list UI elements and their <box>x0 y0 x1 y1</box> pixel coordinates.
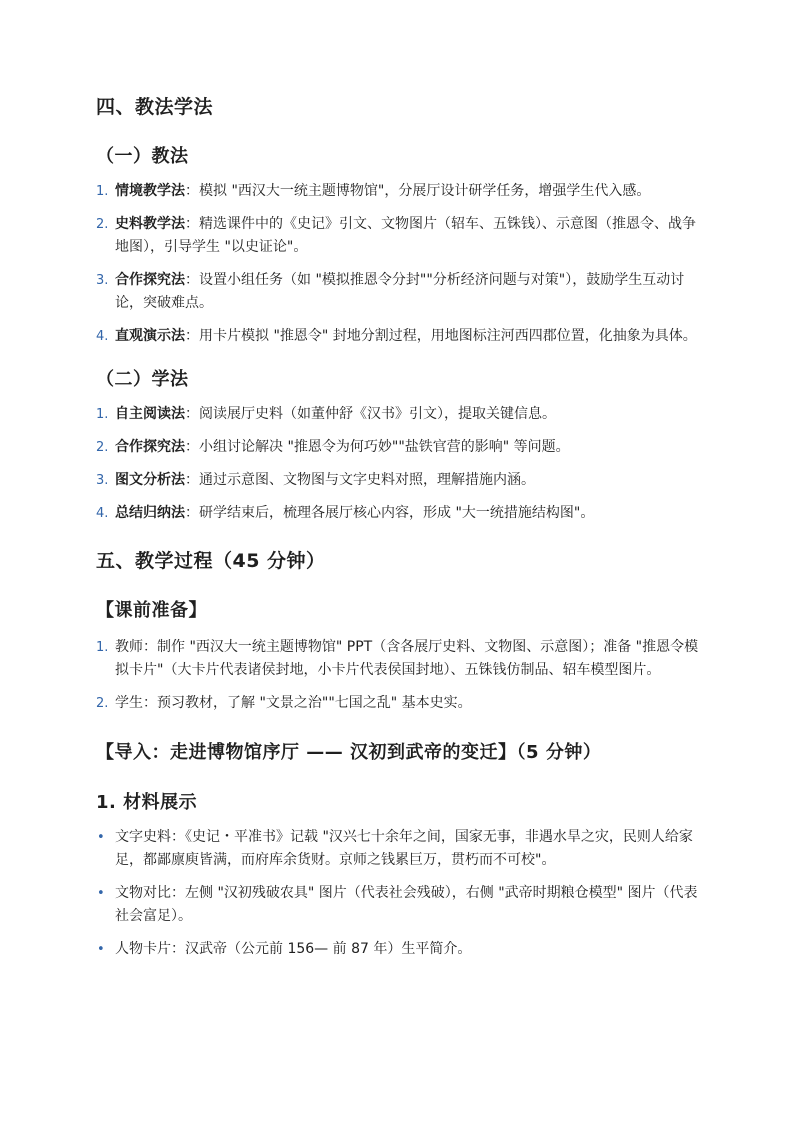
method-description: ：设置小组任务（如 "模拟推恩令分封""分析经济问题与对策"），鼓励学生互动讨论，突破难点。 <box>115 272 685 311</box>
list-item <box>96 882 706 928</box>
list-number: 1. <box>96 184 109 199</box>
introduction-heading: 【导入：走进博物馆序厅 —— 汉初到武帝的变迁】（5 分钟） <box>96 742 602 763</box>
list-number: 3. <box>96 273 109 288</box>
list-item <box>96 502 706 525</box>
item-text: 文字史料：《史记・平准书》记载 "汉兴七十余年之间，国家无事，非遇水旱之灾，民则人给家足，都鄙廪庾皆满，而府库余货财。京师之钱累巨万，贯朽而不可校"。 <box>115 829 693 868</box>
list-number: 2. <box>96 440 109 455</box>
list-number: 2. <box>96 217 109 232</box>
teaching-methods-list <box>96 180 706 348</box>
list-item <box>96 938 706 961</box>
list-number: 4. <box>96 329 109 344</box>
preparation-heading: 【课前准备】 <box>96 600 207 621</box>
bullet: • <box>97 886 105 901</box>
method-description: ：用卡片模拟 "推恩令" 封地分割过程，用地图标注河西四郡位置，化抽象为具体。 <box>185 328 697 344</box>
method-description: ：模拟 "西汉大一统主题博物馆"，分展厅设计研学任务，增强学生代入感。 <box>185 183 651 199</box>
method-term: 总结归纳法 <box>115 505 185 521</box>
bullet: • <box>97 830 105 845</box>
list-item <box>96 403 706 426</box>
item-text: 文物对比：左侧 "汉初残破农具" 图片（代表社会残破），右侧 "武帝时期粮仓模型" 图片（代表社会富足）。 <box>115 885 698 924</box>
list-number: 1. <box>96 640 109 655</box>
method-description: ：阅读展厅史料（如董仲舒《汉书》引文），提取关键信息。 <box>185 406 556 422</box>
item-text: 学生：预习教材，了解 "文景之治""七国之乱" 基本史实。 <box>115 695 472 711</box>
method-description: ：通过示意图、文物图与文字史料对照，理解措施内涵。 <box>185 472 535 488</box>
method-description: ：小组讨论解决 "推恩令为何巧妙""盐铁官营的影响" 等问题。 <box>185 439 570 455</box>
list-item <box>96 692 706 715</box>
list-number: 2. <box>96 696 109 711</box>
learning-methods-heading: （二）学法 <box>96 369 189 390</box>
list-number: 1. <box>96 407 109 422</box>
method-term: 直观演示法 <box>115 328 185 344</box>
method-description: ：研学结束后，梳理各展厅核心内容，形成 "大一统措施结构图"。 <box>185 505 595 521</box>
material-list <box>96 826 706 961</box>
method-term: 合作探究法 <box>115 439 185 455</box>
list-number: 4. <box>96 506 109 521</box>
bullet: • <box>97 942 105 957</box>
preparation-list <box>96 636 706 715</box>
item-text: 人物卡片：汉武帝（公元前 156— 前 87 年）生平简介。 <box>115 941 472 957</box>
method-term: 史料教学法 <box>115 216 185 232</box>
material-display-heading: 1. 材料展示 <box>96 792 198 813</box>
list-item <box>96 325 706 348</box>
method-description: ：精选课件中的《史记》引文、文物图片（轺车、五铢钱）、示意图（推恩令、战争地图），引导学生 "以史证论"。 <box>115 216 696 255</box>
method-term: 自主阅读法 <box>115 406 185 422</box>
section-four-heading: 四、教法学法 <box>96 96 214 118</box>
method-term: 情境教学法 <box>115 183 185 199</box>
list-item <box>96 436 706 459</box>
list-number: 3. <box>96 473 109 488</box>
document-page <box>96 92 706 961</box>
list-item <box>96 180 706 203</box>
item-text: 教师：制作 "西汉大一统主题博物馆" PPT（含各展厅史料、文物图、示意图）；准备 "推恩令模拟卡片"（大卡片代表诸侯封地，小卡片代表侯国封地）、五铢钱仿制品、轺车模型图片。 <box>115 639 699 678</box>
list-item <box>96 636 706 682</box>
method-term: 图文分析法 <box>115 472 185 488</box>
list-item <box>96 269 706 315</box>
list-item <box>96 213 706 259</box>
section-five-heading: 五、教学过程（45 分钟） <box>96 550 326 572</box>
learning-methods-list <box>96 403 706 525</box>
list-item <box>96 469 706 492</box>
method-term: 合作探究法 <box>115 272 185 288</box>
teaching-methods-heading: （一）教法 <box>96 146 189 167</box>
list-item <box>96 826 706 872</box>
